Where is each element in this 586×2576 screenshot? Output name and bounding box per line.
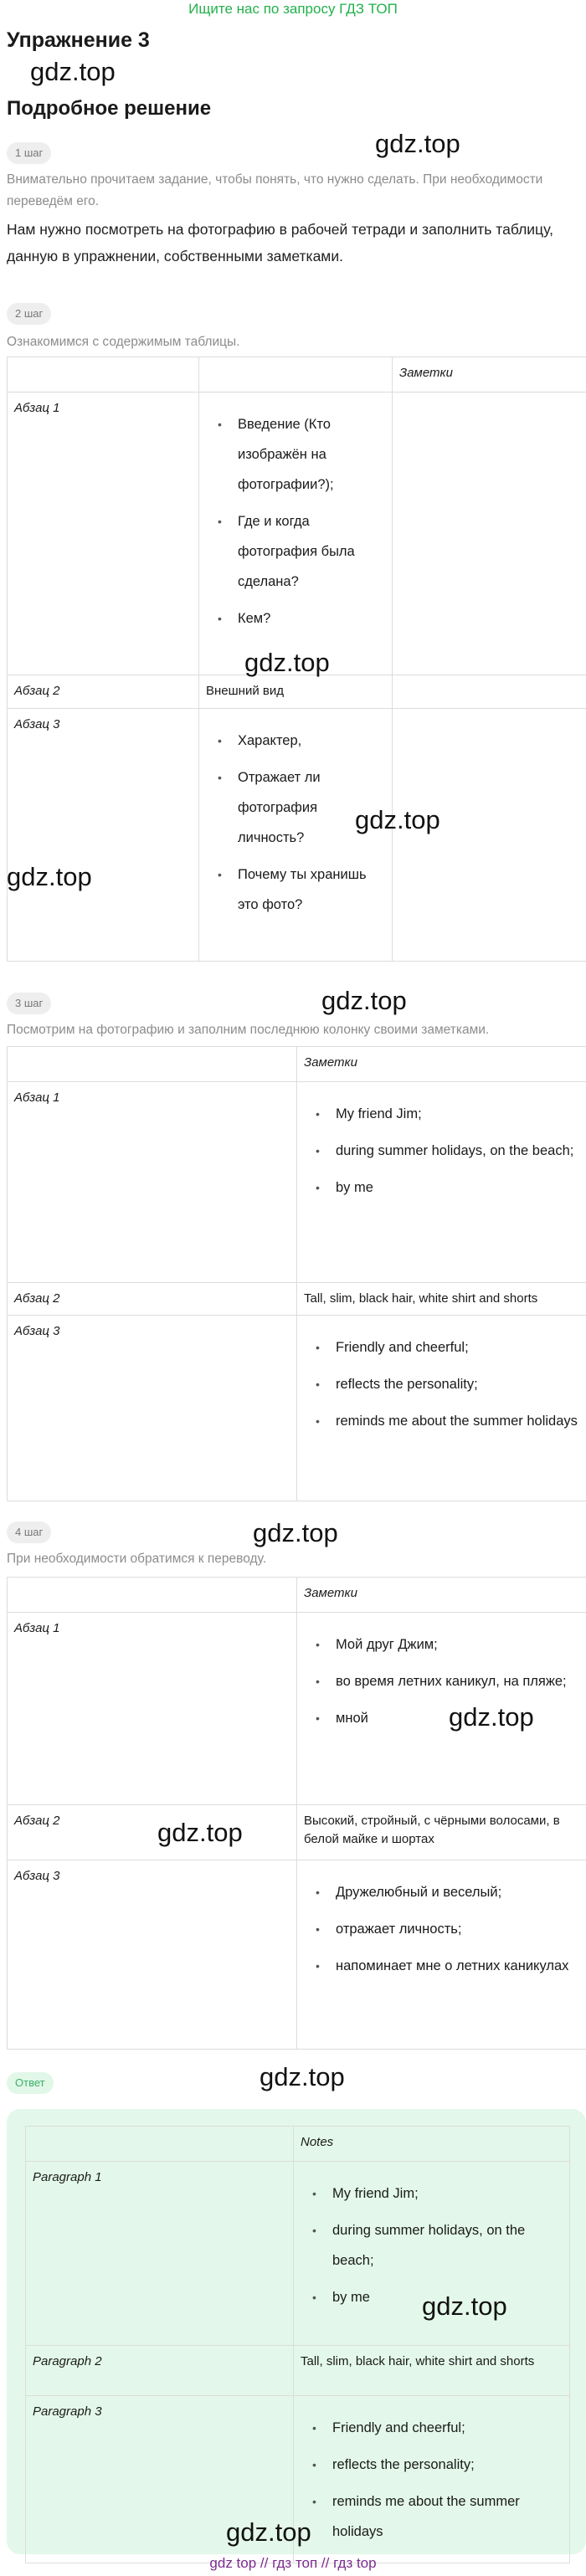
table-cell (8, 357, 199, 393)
list-item: • reminds me about the summer holidays (332, 2486, 563, 2547)
table-row (26, 2346, 570, 2396)
list-item: • Дружелюбный и веселый; (336, 1877, 579, 1907)
watermark: gdz.top (244, 648, 330, 677)
row-label: Абзац 2 (8, 675, 199, 709)
table-cell (8, 1578, 297, 1613)
table-cell (26, 2127, 294, 2162)
table-row (8, 1805, 586, 1860)
table-cell (294, 2396, 570, 2563)
table-header-row (8, 357, 586, 393)
list-item: • отражает личность; (336, 1914, 579, 1944)
watermark: gdz.top (422, 2291, 507, 2321)
table-header-row (8, 1047, 586, 1082)
step-description: Посмотрим на фотографию и заполним последнюю колонку своими заметками. (7, 1023, 490, 1037)
bullet-list (304, 1099, 579, 1203)
list-item: • напоминает мне о летних каникулах (336, 1951, 579, 1981)
row-label: Абзац 3 (8, 1860, 297, 2050)
watermark: gdz.top (30, 57, 116, 86)
solution-heading: Подробное решение (7, 97, 212, 120)
bullet-list (304, 1629, 579, 1733)
step-badge: 3 шаг (7, 993, 51, 1014)
table-header: Заметки (393, 357, 586, 393)
step-badge: 1 шаг (7, 142, 51, 164)
table-row (8, 1082, 586, 1283)
table-row (8, 709, 586, 962)
table-row (8, 675, 586, 709)
watermark: gdz.top (157, 1818, 243, 1847)
watermark: gdz.top (226, 2517, 311, 2547)
step-badge: 4 шаг (7, 1521, 51, 1543)
list-item: • during summer holidays, on the beach; (336, 1136, 579, 1166)
list-item: • Friendly and cheerful; (336, 1332, 579, 1362)
watermark: gdz.top (375, 129, 460, 158)
list-item: • Отражает ли фотография личность? (238, 762, 385, 853)
row-label: Абзац 3 (8, 709, 199, 962)
table-cell: Высокий, стройный, с чёрными волосами, в белой майке и шортах (297, 1805, 586, 1860)
list-item: • во время летних каникул, на пляже; (336, 1666, 579, 1696)
watermark: gdz.top (355, 805, 440, 834)
list-item: • My friend Jim; (332, 2178, 563, 2209)
row-label: Paragraph 1 (26, 2162, 294, 2346)
table-cell (199, 393, 393, 675)
table-cell: Tall, slim, black hair, white shirt and shorts (294, 2346, 570, 2396)
step-description: Ознакомимся с содержимым таблицы. (7, 335, 240, 349)
row-label: Абзац 2 (8, 1805, 297, 1860)
row-label: Paragraph 2 (26, 2346, 294, 2396)
list-item: • reflects the personality; (332, 2450, 563, 2480)
row-label: Абзац 1 (8, 393, 199, 675)
watermark: gdz.top (449, 1702, 534, 1732)
table-row (8, 1283, 586, 1316)
list-item: • reflects the personality; (336, 1369, 579, 1399)
list-item: • by me (332, 2282, 563, 2312)
table-cell: Tall, slim, black hair, white shirt and shorts (297, 1283, 586, 1316)
table-cell (297, 1082, 586, 1283)
search-banner[interactable]: Ищите нас по запросу ГДЗ ТОП (188, 1, 398, 17)
row-label: Абзац 1 (8, 1613, 297, 1805)
table-cell (297, 1860, 586, 2050)
list-item: • Введение (Кто изображён на фотографии?); (238, 409, 385, 500)
table-cell (297, 1316, 586, 1501)
table-cell (199, 357, 393, 393)
bullet-list (304, 1332, 579, 1436)
table-row (8, 1860, 586, 2050)
bullet-list (304, 1877, 579, 1981)
row-label: Абзац 2 (8, 1283, 297, 1316)
list-item: • Friendly and cheerful; (332, 2413, 563, 2443)
table-cell (8, 1047, 297, 1082)
list-item: • Где и когда фотография была сделана? (238, 506, 385, 597)
table-cell (297, 1613, 586, 1805)
watermark: gdz.top (7, 862, 92, 891)
answer-badge: Ответ (7, 2072, 54, 2094)
watermark: gdz.top (260, 2062, 345, 2091)
list-item: • мной (336, 1703, 579, 1733)
bullet-list (206, 409, 385, 634)
row-label: Абзац 3 (8, 1316, 297, 1501)
list-item: • Кем? (238, 603, 385, 634)
row-label: Paragraph 3 (26, 2396, 294, 2563)
page-title: Упражнение 3 (7, 28, 150, 52)
step-description: Внимательно прочитаем задание, чтобы понять, что нужно сделать. При необходимости переведём его. (7, 172, 543, 208)
step-description: При необходимости обратимся к переводу. (7, 1552, 267, 1566)
list-item: • during summer holidays, on the beach; (332, 2215, 563, 2276)
table-header-row (26, 2127, 570, 2162)
list-item: • Характер, (238, 726, 385, 756)
answer-table (25, 2126, 570, 2563)
watermark: gdz.top (321, 986, 407, 1015)
step-body-text: Нам нужно посмотреть на фотографию в рабочей тетради и заполнить таблицу, данную в упражнении, собственными заметками. (7, 221, 553, 264)
row-label: Абзац 1 (8, 1082, 297, 1283)
list-item: • Почему ты хранишь это фото? (238, 860, 385, 920)
step-badge: 2 шаг (7, 303, 51, 325)
table-cell (393, 393, 586, 675)
table-cell (393, 675, 586, 709)
table-cell: Внешний вид (199, 675, 393, 709)
table-header: Заметки (297, 1578, 586, 1613)
list-item: • reminds me about the summer holidays (336, 1406, 579, 1436)
table-row (8, 1316, 586, 1501)
notes-table (7, 1577, 586, 2050)
table-header: Notes (294, 2127, 570, 2162)
watermark: gdz.top (253, 1518, 338, 1547)
table-row (8, 393, 586, 675)
list-item: • My friend Jim; (336, 1099, 579, 1129)
list-item: • Мой друг Джим; (336, 1629, 579, 1660)
table-header: Заметки (297, 1047, 586, 1082)
list-item: • by me (336, 1173, 579, 1203)
notes-table (7, 1046, 586, 1501)
table-header-row (8, 1578, 586, 1613)
bullet-list (301, 2413, 563, 2547)
footer-links[interactable]: gdz top // гдз топ // гдз top (209, 2555, 377, 2571)
